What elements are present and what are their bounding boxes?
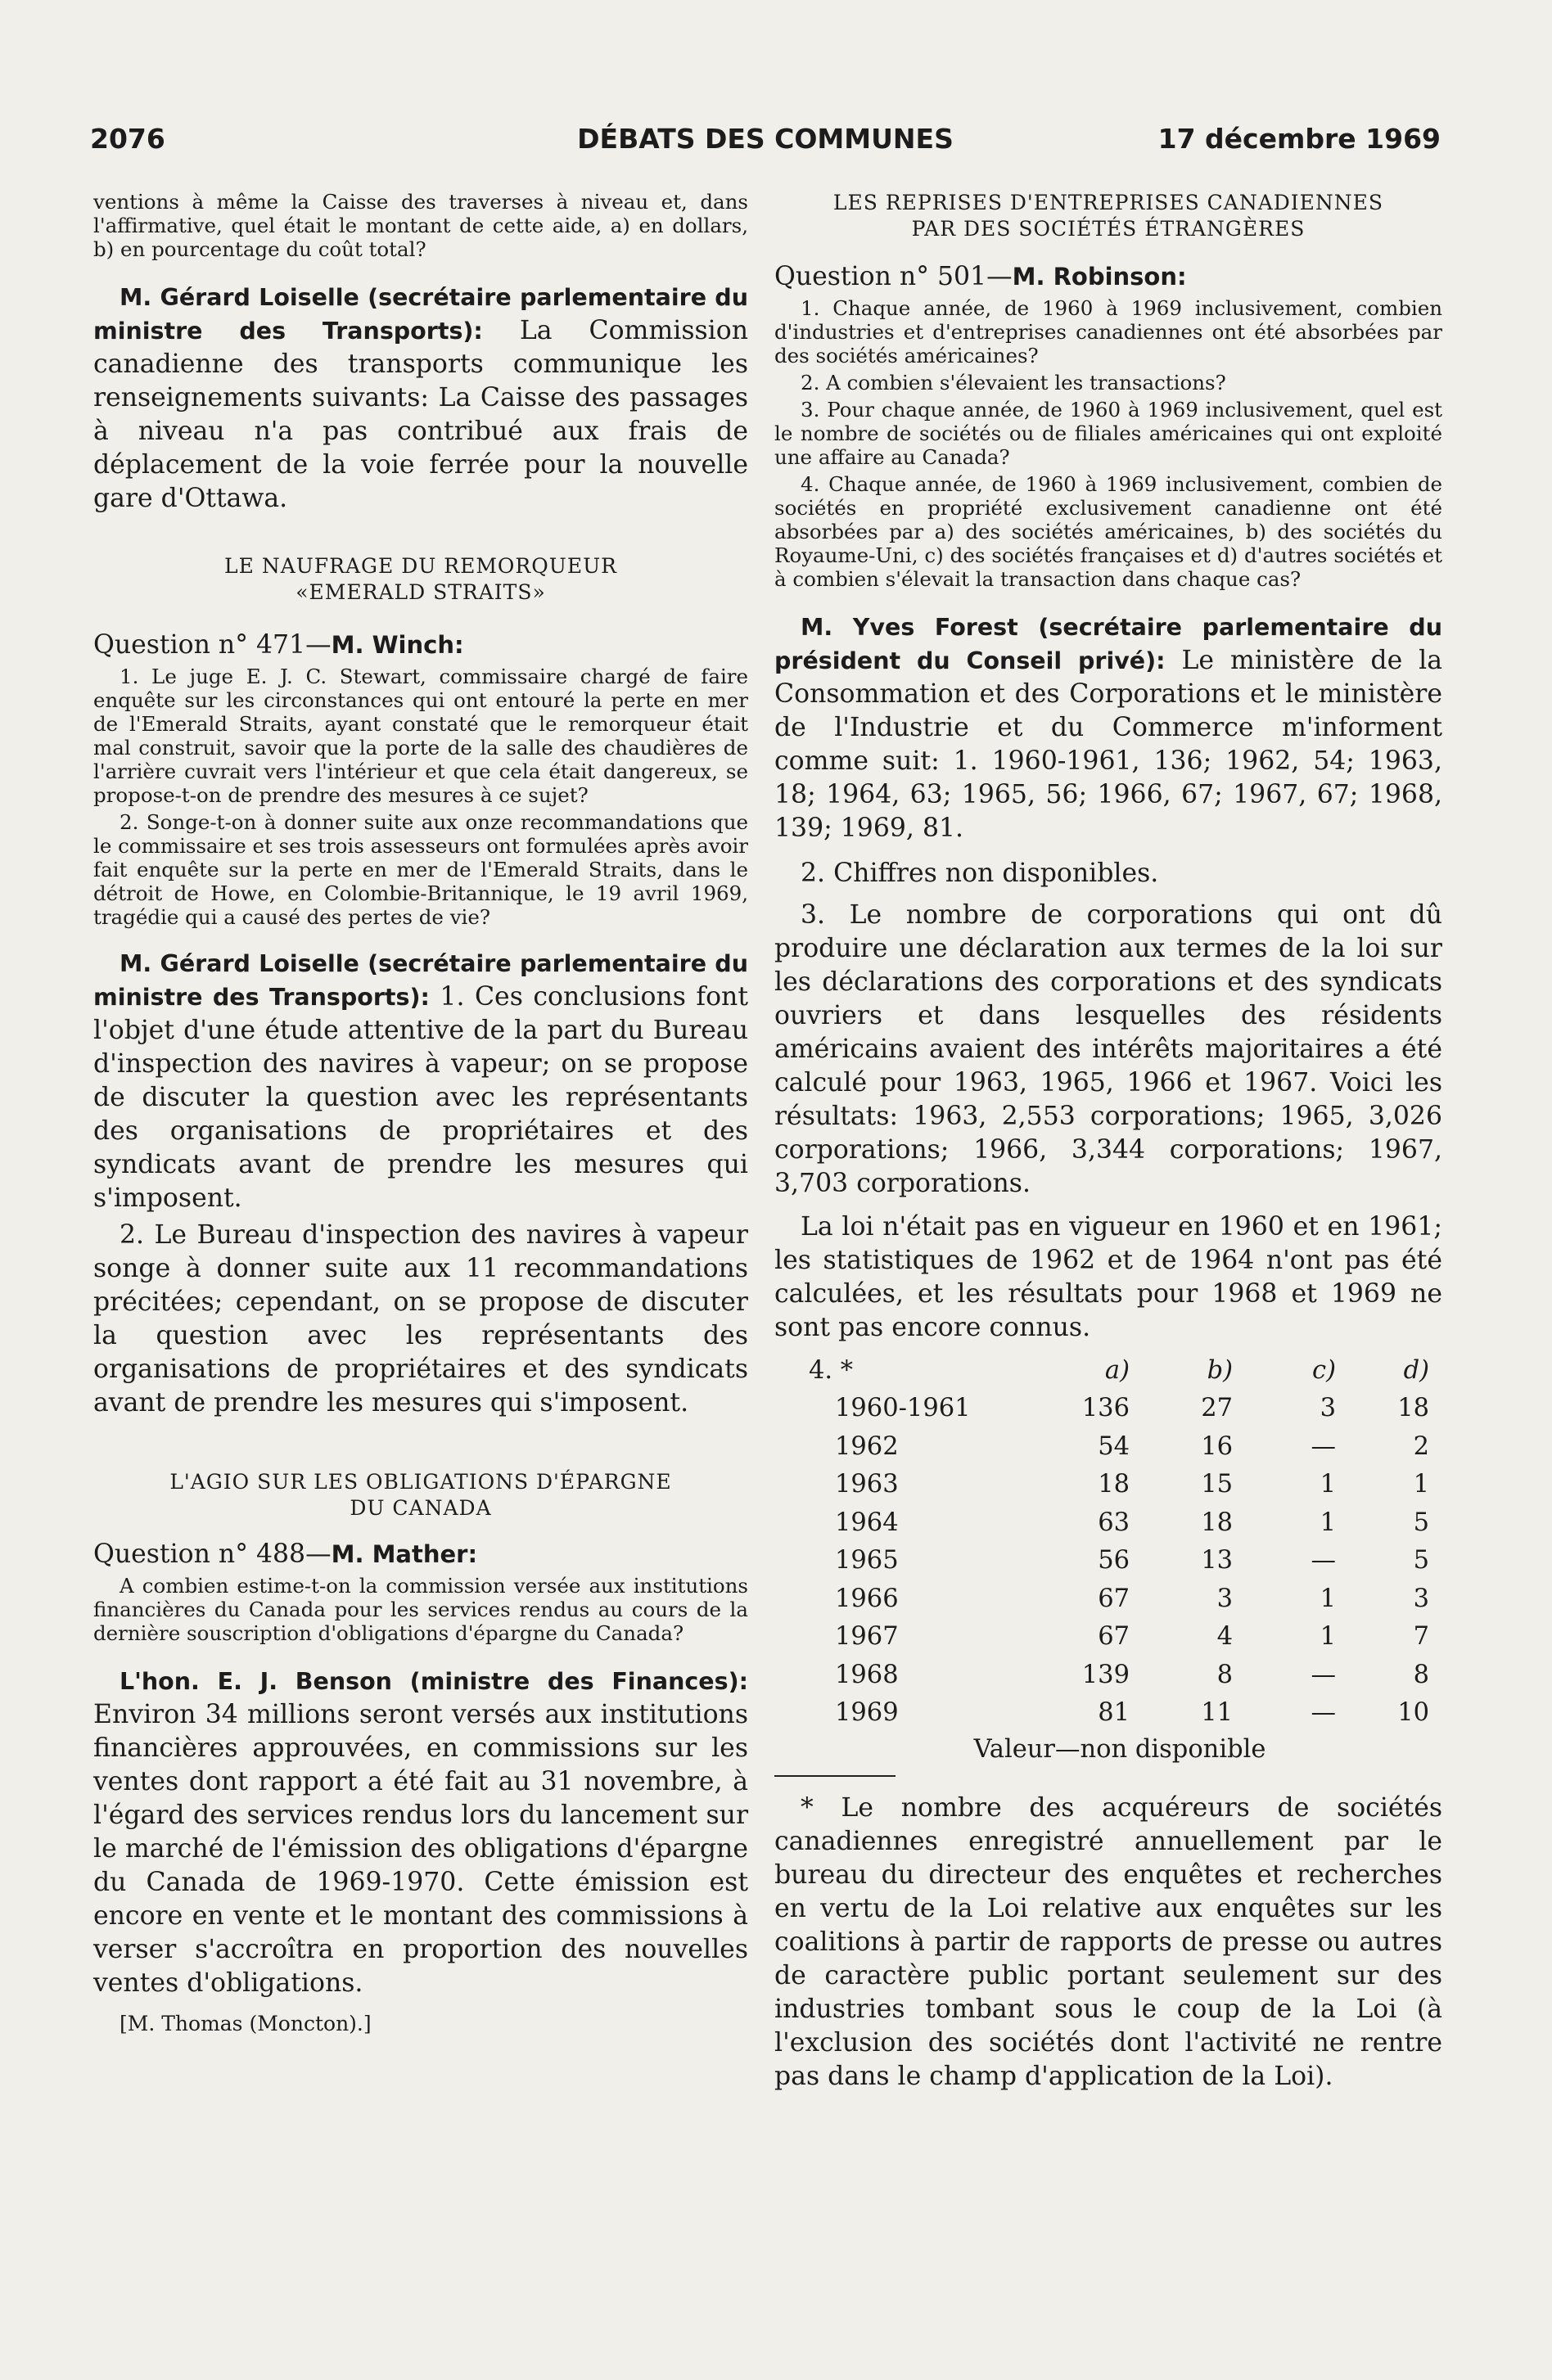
question-label: Question n° 471— xyxy=(93,630,332,660)
answer-text: Le ministère de la Consommation et des Corporations et le ministère de l'Industrie et du Commerce m'informent comme suit: 1. 1960-1961, 136; 1962, 54; 1963, 18; 1964, 63; 1965, 56; 1966, 67; 1967, 67; 1968, 139; 1969, 81. xyxy=(774,646,1442,843)
question-488-title xyxy=(93,1538,748,1571)
table-cell: 18 xyxy=(1397,1394,1429,1423)
question-501-part1: 1. Chaque année, de 1960 à 1969 inclusivement, combien d'industries et d'entreprises canadiennes ont été absorbées par des sociétés américaines? xyxy=(774,296,1442,367)
table-cell: 1963 xyxy=(835,1470,899,1499)
table-cell: 1 xyxy=(1413,1470,1429,1499)
question-member: M. Robinson: xyxy=(1012,263,1187,291)
acquisitions-table xyxy=(784,1351,1429,1732)
answer-text: Environ 34 millions seront versés aux institutions financières approuvées, en commissions sur les ventes dont rapport a été fait au 31 novembre, à l'égard des services rendus lors du lancement sur le marché de l'émission des obligations d'épargne du Canada de 1969-1970. Cette émission est encore en vente et le montant des commissions à verser s'accroîtra en proportion des nouvelles ventes d'obligations. xyxy=(93,1700,748,1998)
table-cell: 1962 xyxy=(835,1431,899,1461)
answer-loiselle-2-part2: 2. Le Bureau d'inspection des navires à vapeur songe à donner suite aux 11 recommandations précitées; cependant, on se propose de discuter la question avec les représentants des organisations de propriétaires et des syndicats avant de prendre les mesures qui s'imposent. xyxy=(93,1220,748,1418)
table-cell: 15 xyxy=(1201,1470,1233,1499)
section-heading-agio xyxy=(93,1469,748,1521)
page-header xyxy=(90,123,1441,172)
answer-loiselle-1 xyxy=(93,281,748,516)
question-501-part4: 4. Chaque année, de 1960 à 1969 inclusivement, combien de sociétés en propriété exclusivement canadienne ont été absorbées par a) des sociétés américaines, b) des sociétés du Royaume-Uni, c) des sociétés françaises et d) d'autres sociétés et à combien s'élevait la transaction dans chaque cas? xyxy=(774,472,1442,591)
answer-forest xyxy=(774,611,1442,845)
question-471-title xyxy=(93,629,748,661)
question-label: Question n° 488— xyxy=(93,1539,332,1569)
section-heading-reprises xyxy=(774,190,1442,242)
table-cell: 2 xyxy=(1413,1431,1429,1461)
table-cell: 67 xyxy=(1098,1622,1130,1652)
table-row xyxy=(784,1427,1429,1466)
question-471-part2: 2. Songe-t-on à donner suite aux onze recommandations que le commissaire et ses trois assesseurs ont formulées après avoir fait enquête sur la perte en mer de l'Emerald Straits, dans le détroit de Howe, en Colombie-Britannique, le 19 avril 1969, tragédie qui a causé des pertes de vie? xyxy=(93,810,748,929)
question-member: M. Winch: xyxy=(331,631,464,659)
table-row xyxy=(784,1656,1429,1694)
table-cell: 1 xyxy=(1320,1508,1336,1537)
table-cell: 136 xyxy=(1081,1394,1130,1423)
heading-line: «EMERALD STRAITS» xyxy=(296,580,546,604)
table-header-cell: d) xyxy=(1403,1355,1429,1385)
table-cell: 3 xyxy=(1320,1394,1336,1423)
right-column xyxy=(774,190,1442,2094)
table-cell: — xyxy=(1311,1546,1336,1575)
table-cell: 56 xyxy=(1098,1546,1130,1575)
heading-line: LES REPRISES D'ENTREPRISES CANADIENNES xyxy=(832,191,1384,214)
table-cell: 1 xyxy=(1320,1470,1336,1499)
footnote-divider xyxy=(774,1775,896,1777)
table-cell: 10 xyxy=(1397,1698,1429,1728)
footnote: * Le nombre des acquéreurs de sociétés canadiennes enregistré annuellement par le bureau du directeur des enquêtes et recherches en vertu de la Loi relative aux enquêtes sur les coalitions à partir de rapports de presse ou autres de caractère public portant seulement sur des industries tombant sous le coup de la Loi (à l'exclusion des sociétés dont l'activité ne rentre pas dans le champ d'application de la Loi). xyxy=(774,1793,1442,2091)
table-header-row xyxy=(784,1351,1429,1390)
table-cell: — xyxy=(1311,1698,1336,1728)
table-row xyxy=(784,1542,1429,1580)
question-label: Question n° 501— xyxy=(774,262,1013,291)
table-header-cell: b) xyxy=(1207,1355,1233,1385)
publication-title: DÉBATS DES COMMUNES xyxy=(577,123,954,155)
answer-text: 1. Ces conclusions font l'objet d'une étude attentive de la part du Bureau d'inspection des navires à vapeur; on se propose de discuter la question avec les représentants des organisations de propriétaires et des syndicats avant de prendre les mesures qui s'imposent. xyxy=(93,982,748,1213)
table-cell: — xyxy=(1311,1660,1336,1689)
table-cell: 5 xyxy=(1413,1508,1429,1537)
table-legend: Valeur—non disponible xyxy=(973,1735,1266,1764)
speaker-name: M. Yves Forest (secrétaire parlementaire du président du Conseil privé): xyxy=(774,614,1442,674)
table-cell: 1967 xyxy=(835,1622,899,1652)
table-cell: 11 xyxy=(1201,1698,1233,1728)
table-cell: 8 xyxy=(1216,1660,1233,1689)
page-date: 17 décembre 1969 xyxy=(1157,123,1441,155)
table-header-cell: c) xyxy=(1312,1355,1336,1385)
table-row xyxy=(784,1466,1429,1504)
answer-forest-part3: 3. Le nombre de corporations qui ont dû produire une déclaration aux termes de la loi sur les déclarations des corporations et des syndicats ouvriers et dans lesquelles des résidents américains avaient des intérêts majoritaires a été calculé pour 1963, 1965, 1966 et 1967. Voici les résultats: 1963, 2,553 corporations; 1965, 3,026 corporations; 1966, 3,344 corporations; 1967, 3,703 corporations. xyxy=(774,900,1442,1198)
table-cell: 4 xyxy=(1216,1622,1233,1652)
table-cell: 16 xyxy=(1201,1431,1233,1461)
answer-forest-part4: La loi n'était pas en vigueur en 1960 et en 1961; les statistiques de 1962 et de 1964 n'ont pas été calculées, et les résultats pour 1968 et 1969 ne sont pas encore connus. xyxy=(774,1212,1442,1342)
table-cell: 5 xyxy=(1413,1546,1429,1575)
heading-line: PAR DES SOCIÉTÉS ÉTRANGÈRES xyxy=(911,217,1306,241)
table-cell: 54 xyxy=(1098,1431,1130,1461)
speaker-name: M. Gérard Loiselle (secrétaire parlementaire du ministre des Transports): xyxy=(93,950,748,1011)
heading-line: LE NAUFRAGE DU REMORQUEUR xyxy=(224,554,617,578)
left-column xyxy=(93,190,748,2036)
table-cell: 1965 xyxy=(835,1546,899,1575)
speaker-name: L'hon. E. J. Benson (ministre des Finances): xyxy=(120,1668,748,1695)
speaker-name: M. Gérard Loiselle (secrétaire parlementaire du ministre des Transports): xyxy=(93,284,748,345)
table-cell: 13 xyxy=(1201,1546,1233,1575)
table-row xyxy=(784,1390,1429,1428)
page-reference: [M. Thomas (Moncton).] xyxy=(120,2012,372,2035)
table-cell: 1969 xyxy=(835,1698,899,1728)
question-488-text: A combien estime-t-on la commission versée aux institutions financières du Canada pour les services rendus au cours de la dernière souscription d'obligations d'épargne du Canada? xyxy=(93,1574,748,1645)
table-header-cell: a) xyxy=(1104,1355,1130,1385)
table-cell: 18 xyxy=(1201,1508,1233,1537)
table-row xyxy=(784,1618,1429,1657)
table-cell: 1 xyxy=(1320,1584,1336,1613)
table-cell: 3 xyxy=(1216,1584,1233,1613)
table-cell: 1960-1961 xyxy=(835,1394,971,1423)
table-cell: 1 xyxy=(1320,1622,1336,1652)
table-cell: 1966 xyxy=(835,1584,899,1613)
answer-text: La Commission canadienne des transports communique les renseignements suivants: La Caisse des passages à niveau n'a pas contribué aux frais de déplacement de la voie ferrée pour la nouvelle gare d'Ottawa. xyxy=(93,316,749,513)
heading-line: DU CANADA xyxy=(350,1496,492,1520)
question-501-part3: 3. Pour chaque année, de 1960 à 1969 inclusivement, quel est le nombre de sociétés ou de filiales américaines qui ont exploité une affaire au Canada? xyxy=(774,398,1442,469)
question-501-part2: 2. A combien s'élevaient les transactions? xyxy=(801,371,1226,394)
table-cell: 27 xyxy=(1201,1394,1233,1423)
question-471-part1: 1. Le juge E. J. C. Stewart, commissaire chargé de faire enquête sur les circonstances qui ont entouré la perte en mer de l'Emerald Straits, ayant constaté que le remorqueur était mal construit, savoir que la porte de la salle des chaudières de l'arrière cuvrait vers l'intérieur et que cela était dangereux, se propose-t-on de prendre des mesures à ce sujet? xyxy=(93,665,748,807)
heading-line: L'AGIO SUR LES OBLIGATIONS D'ÉPARGNE xyxy=(169,1470,672,1494)
table-cell: 1964 xyxy=(835,1508,899,1537)
table-cell: 67 xyxy=(1098,1584,1130,1613)
table-cell: 8 xyxy=(1413,1660,1429,1689)
question-member: M. Mather: xyxy=(331,1540,478,1568)
table-cell: 7 xyxy=(1413,1622,1429,1652)
table-cell: 3 xyxy=(1413,1584,1429,1613)
table-row xyxy=(784,1694,1429,1733)
answer-forest-part2: 2. Chiffres non disponibles. xyxy=(801,859,1159,888)
table-cell: — xyxy=(1311,1431,1336,1461)
table-cell: 1968 xyxy=(835,1660,899,1689)
table-header-cell: 4. * xyxy=(809,1355,854,1385)
table-cell: 81 xyxy=(1098,1698,1130,1728)
answer-loiselle-2 xyxy=(93,947,748,1215)
table-cell: 18 xyxy=(1098,1470,1130,1499)
question-continuation: ventions à même la Caisse des traverses à niveau et, dans l'affirmative, quel était le montant de cette aide, a) en dollars, b) en pourcentage du coût total? xyxy=(93,190,748,261)
answer-benson xyxy=(93,1665,748,2000)
table-row xyxy=(784,1580,1429,1618)
table-row xyxy=(784,1503,1429,1542)
table-cell: 139 xyxy=(1081,1660,1130,1689)
page-number: 2076 xyxy=(90,123,165,155)
table-cell: 63 xyxy=(1098,1508,1130,1537)
section-heading-emerald xyxy=(93,553,748,606)
question-501-title xyxy=(774,260,1442,293)
